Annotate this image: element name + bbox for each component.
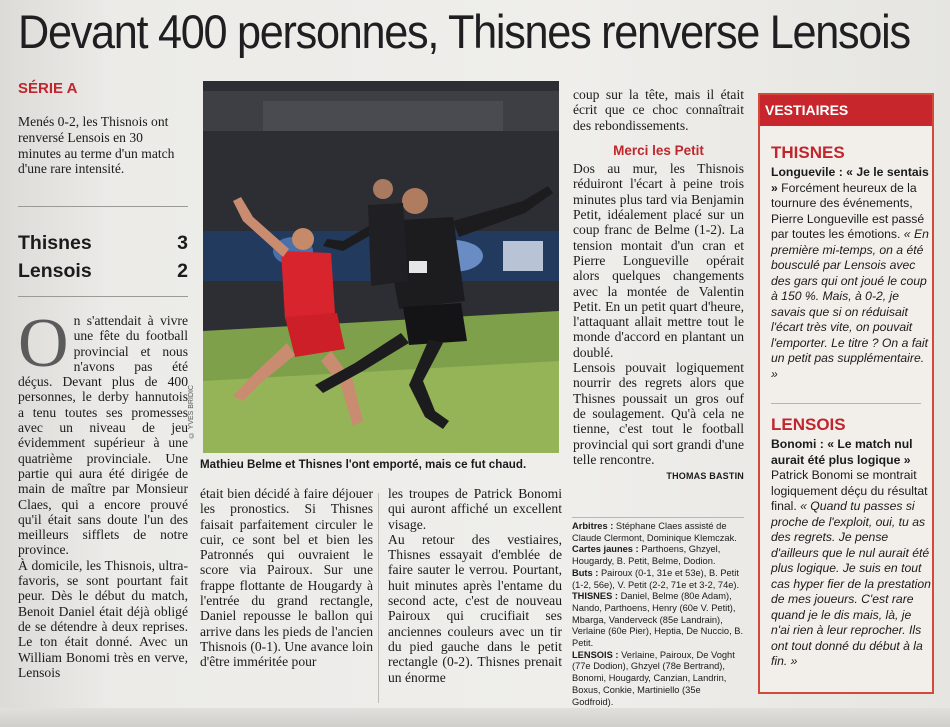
article-paragraph: Lensois pouvait logiquement nourrir des regrets alors que Thisnes poussait un gros ouf de soulagement. Qu'à cela ne tienne, c'est tout le football provincial qui sort grandi d'une telle rencontre. [573,360,744,467]
divider [18,296,188,297]
sidebar-tag: VESTIAIRES [760,95,932,126]
score-row-away [18,257,188,285]
fact-lineup-home [572,591,744,650]
photo-caption: Mathieu Belme et Thisnes l'ont emporté, mais ce fut chaud. [200,458,527,471]
fact-value: Daniel, Belme (80e Adam), Nando, Parthoens, Henry (60e V. Petit), Mbarga, Vanderveck (85e Landrain), Verlaine (60e Pier), Heptia, De Nuccio, B. Petit. [572,591,744,649]
sidebar-quote: « Quand tu passes si proche de l'exploit, oui, tu as des regrets. Je pense d'ailleurs que le nul aurait été plus logique. Je suis en tout cas hyper fier de la prestation de mes joueurs. C'est rare quand je le dis mais, là, je n'ai rien à leur reprocher. Ils ont tout donné du début à la fin. » [771,499,931,668]
match-photo [203,81,559,453]
fact-goals [572,568,744,591]
fact-label: LENSOIS : [572,649,619,660]
fact-value: Stéphane Claes assisté de Claude Clermont, Dominique Klemczak. [572,521,737,543]
fact-label: THISNES : [572,591,618,602]
fact-label: Arbitres : [572,521,614,531]
away-team-score: 2 [177,260,188,282]
fact-value: Pairoux (0-1, 31e et 53e), B. Petit (1-2, 56e), V. Petit (2-2, 71e et 3-2, 74e). [572,567,740,590]
dressing-room-sidebar [758,93,934,694]
home-team-name: Thisnes [18,232,92,254]
article-paragraph: Au retour des vestiaires, Thisnes essayait d'emblée de faire sauter le verrou. Pourtant, huit minutes après l'entame du second acte, c'est de nouveau Pairoux qui crucifiait ses anciennes couleurs avec un tir du pied gauche dans le petit rectangle (0-2). Thisnes prenait un énorme [388,531,562,685]
match-facts-box [572,517,744,708]
sidebar-text: Forcément heureux de la tournure des événements, Pierre Longueville est passé par toutes les émotions. [771,180,925,241]
divider [771,403,921,404]
article-column-3 [388,486,562,685]
headline: Devant 400 personnes, Thisnes renverse Lensois [18,5,910,58]
home-team-score: 3 [177,232,188,254]
sidebar-speaker: Bonomi : « Le match nul aurait été plus logique » [771,437,913,467]
drop-cap: O [18,305,69,382]
photo-credit: © YVES BRIDIC [188,385,195,439]
sidebar-team-heading: THISNES [771,143,845,162]
intertitle: Merci les Petit [613,142,704,158]
sidebar-speaker: Longuevile : « Je le sentais » [771,165,929,195]
article-paragraph: Dos au mur, les Thisnois réduiront l'écart à peine trois minutes plus tard via Benjamin Petit, idéalement placé sur un coup franc de Belme (1-2). La tension montait d'un cran et Pierre Longueville opérait alors quelques changements avec la montée de Valentin Petit. En un petit quart d'heure, l'attaquant allait mettre tout le monde d'accord en plantant un doublé. [573,161,744,360]
away-team-name: Lensois [18,260,92,282]
fact-referees [572,521,744,544]
page-bottom-edge [0,708,950,727]
author-signature: THOMAS BASTIN [666,471,744,482]
football-action-illustration [203,81,559,453]
fact-lineup-away [572,650,744,709]
fact-value: Parthoens, Ghzyel, Hougardy, B. Petit, Belme, Dodion. [572,544,721,567]
article-paragraph: était bien décidé à faire déjouer les pronostics. Si Thisnes faisait parfaitement circuler le cuir, ce sont bel et bien les Patronnés qui ouvraient le score via Pairoux. Sur une frappe flottante de Hougardy à l'entrée du grand rectangle, Daniel repousse le ballon qui arrive dans les pieds de l'ancien Thisnois (0-1). Une avance loin d'être imméritée pour [200,486,373,670]
fact-cards [572,544,744,567]
article-column-4 [573,87,744,484]
article-column-2 [200,486,373,670]
fact-label: Cartes jaunes : [572,544,639,555]
sidebar-quote: « En première mi-temps, on a été bousculé par Lensois avec des gars qui ont joué le coup à 150 %. Mais, à 0-2, je savais que si on réduisait l'écart très vite, on pouvait l'emporter. Le titre ? On a fait un petit pas supplémentaire. » [771,227,929,381]
sidebar-team-heading: LENSOIS [771,415,846,434]
score-row-home [18,229,188,257]
article-paragraph: coup sur la tête, mais il était écrit que ce choc connaîtrait des rebondissements. [573,87,744,133]
lead-paragraph: Menés 0-2, les Thisnois ont renversé Lensois en 30 minutes au terme d'un match d'une rare intensité. [18,114,175,177]
section-label: SÉRIE A [18,80,78,97]
fact-value: Verlaine, Pairoux, De Voght (77e Dodion), Ghzyel (78e Bertrand), Bonomi, Hougardy, Canzian, Landrin, Boxus, Conkie, Martiniello (35e Godfroid). [572,649,735,707]
article-paragraph: les troupes de Patrick Bonomi qui auront affiché un excellent visage. [388,486,562,532]
fact-label: Buts : [572,567,599,578]
sidebar-quote-block [771,165,931,382]
sidebar-text: Patrick Bonomi se montrait logiquement déçu du résultat final. [771,468,928,513]
article-paragraph: À domicile, les Thisnois, ultra-favoris, se sont pourtant fait peur. Dès le début du match, Benoit Daniel était déjà obligé de se détendre à deux reprises. Le ton était donné. Avec un William Bonomi très en verve, Lensois [18,557,188,680]
sidebar-quote-block [771,437,931,670]
article-paragraph: n s'attendait à vivre une fête du football provincial et nous n'avons pas été déçus. Devant plus de 400 personnes, le derby hannutois a tenu toutes ses promesses avec un niveau de jeu évidemment supérieur à une quatrième provinciale. Une partie qui aura été dirigée de main de maître par Monsieur Claes, qui a encore prouvé qu'il était sans doute l'un des meilleurs sifflets de notre province. [18,313,188,558]
divider [18,206,188,207]
article-column-1 [18,305,188,680]
column-divider [378,493,379,703]
